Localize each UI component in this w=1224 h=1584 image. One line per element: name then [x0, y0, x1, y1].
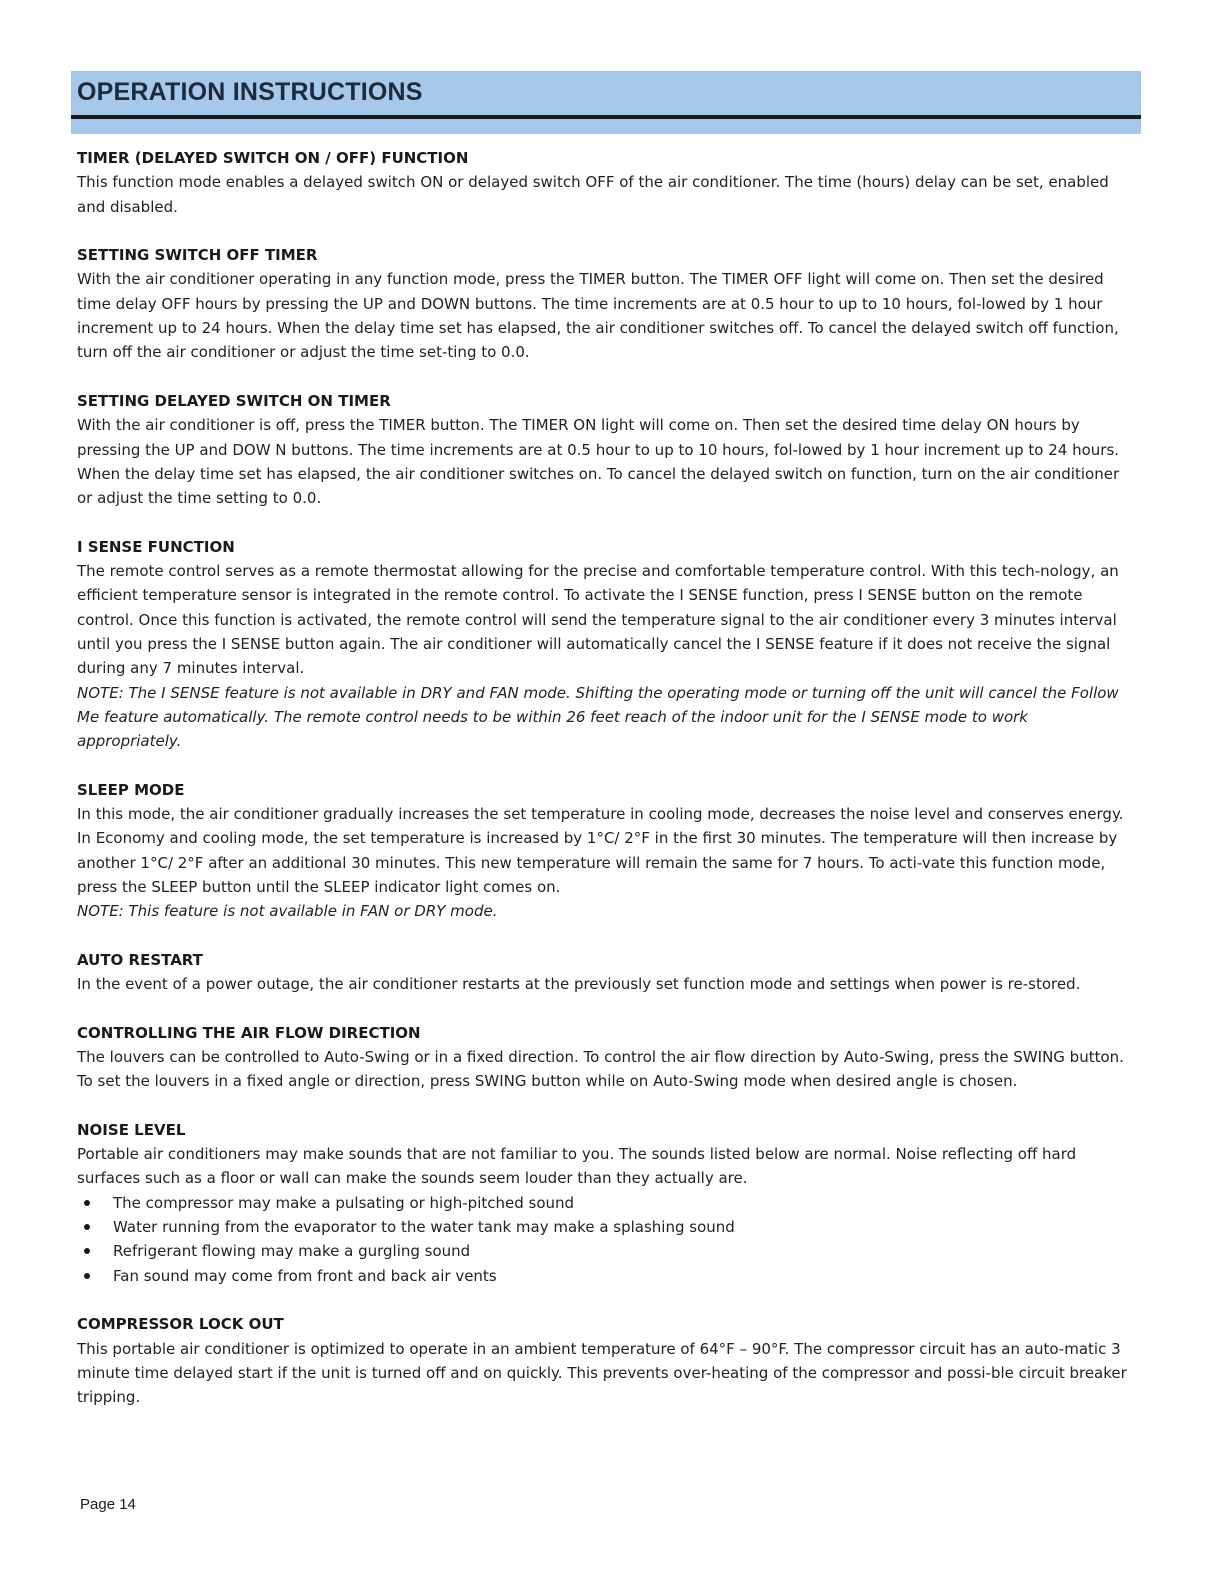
section-airflow: [77, 1021, 1137, 1094]
section-auto-restart: [77, 948, 1137, 997]
bullet-icon: [84, 1224, 90, 1230]
section-compressor: [77, 1312, 1137, 1409]
section-on-timer: [77, 389, 1137, 510]
section-heading: SETTING DELAYED SWITCH ON TIMER: [77, 391, 391, 410]
header-under-band: [71, 119, 1141, 134]
section-heading: CONTROLLING THE AIR FLOW DIRECTION: [77, 1023, 421, 1042]
section-heading: AUTO RESTART: [77, 950, 203, 969]
section-body: This function mode enables a delayed switch ON or delayed switch OFF of the air conditioner. The time (hours) delay can be set, enabled and disabled.: [77, 173, 1109, 216]
section-isense: [77, 535, 1137, 754]
bullet-icon: [84, 1273, 90, 1279]
section-timer: [77, 146, 1137, 219]
list-item: [77, 1264, 1137, 1288]
section-off-timer: [77, 243, 1137, 364]
section-heading: SETTING SWITCH OFF TIMER: [77, 246, 318, 265]
noise-bullet-list: [77, 1191, 1137, 1288]
section-note: NOTE: This feature is not available in FAN or DRY mode.: [77, 902, 498, 921]
section-heading: COMPRESSOR LOCK OUT: [77, 1315, 284, 1334]
section-heading: SLEEP MODE: [77, 780, 185, 799]
section-heading: NOISE LEVEL: [77, 1120, 186, 1139]
list-item: [77, 1239, 1137, 1263]
section-noise: [77, 1118, 1137, 1288]
list-item-text: Refrigerant flowing may make a gurgling sound: [113, 1242, 471, 1261]
section-body: In the event of a power outage, the air conditioner restarts at the previously set function mode and settings when power is re-stored.: [77, 975, 1081, 994]
section-body: Portable air conditioners may make sounds that are not familiar to you. The sounds listed below are normal. Noise reflecting off hard surfaces such as a floor or wall can make the sounds seem louder than they actually are.: [77, 1145, 1077, 1188]
page-number: Page 14: [80, 1496, 136, 1513]
section-header-band: [71, 71, 1141, 115]
section-body: The louvers can be controlled to Auto-Swing or in a fixed direction. To control the air flow direction by Auto-Swing, press the SWING button. To set the louvers in a fixed angle or direction, press SWING button while on Auto-Swing mode when desired angle is chosen.: [77, 1047, 1124, 1091]
section-body: The remote control serves as a remote thermostat allowing for the precise and comfortable temperature control. With this tech-nology, an efficient temperature sensor is integrated in the remote control. To activate the I SENSE function, press I SENSE button on the remote control. Once this function is activated, the remote control will send the temperature signal to the air conditioner every 3 minutes interval until you press the I SENSE button again. The air conditioner will automatically cancel the I SENSE feature if it does not receive the signal during any 7 minutes interval.: [77, 562, 1119, 678]
document-body: [77, 146, 1137, 1434]
bullet-icon: [84, 1248, 90, 1254]
list-item: [77, 1215, 1137, 1239]
list-item-text: Fan sound may come from front and back air vents: [113, 1266, 497, 1285]
section-body: In this mode, the air conditioner gradually increases the set temperature in cooling mode, decreases the noise level and conserves energy. In Economy and cooling mode, the set temperature is increased by 1°C/ 2°F in the first 30 minutes. The temperature will then increase by another 1°C/ 2°F after an additional 30 minutes. This new temperature will remain the same for 7 hours. To acti-vate this function mode, press the SLEEP button until the SLEEP indicator light comes on.: [77, 805, 1124, 896]
section-note: NOTE: The I SENSE feature is not available in DRY and FAN mode. Shifting the operating mode or turning off the unit will cancel the Follow Me feature automatically. The remote control needs to be within 26 feet reach of the indoor unit for the I SENSE mode to work appropriately.: [77, 683, 1119, 751]
bullet-icon: [84, 1200, 90, 1206]
section-heading: TIMER (DELAYED SWITCH ON / OFF) FUNCTION: [77, 149, 469, 167]
section-body: This portable air conditioner is optimized to operate in an ambient temperature of 64°F – 90°F. The compressor circuit has an auto-matic 3 minute time delayed start if the unit is turned off and on quickly. This prevents over-heating of the compressor and possi-ble circuit breaker tripping.: [77, 1339, 1127, 1407]
page-title: OPERATION INSTRUCTIONS: [77, 78, 423, 106]
list-item-text: Water running from the evaporator to the water tank may make a splashing sound: [113, 1218, 735, 1237]
section-body: With the air conditioner operating in any function mode, press the TIMER button. The TIMER OFF light will come on. Then set the desired time delay OFF hours by pressing the UP and DOWN buttons. The time increments are at 0.5 hour to up to 10 hours, fol-lowed by 1 hour increment up to 24 hours. When the delay time set has elapsed, the air conditioner switches off. To cancel the delayed switch off function, turn off the air conditioner or adjust the time set-ting to 0.0.: [77, 270, 1119, 362]
section-sleep: [77, 778, 1137, 924]
section-body: With the air conditioner is off, press the TIMER button. The TIMER ON light will come on. Then set the desired time delay ON hours by pressing the UP and DOW N buttons. The time increments are at 0.5 hour to up to 10 hours, fol-lowed by 1 hour increment up to 24 hours. When the delay time set has elapsed, the air conditioner switches on. To cancel the delayed switch on function, turn on the air conditioner or adjust the time setting to 0.0.: [77, 416, 1120, 508]
section-heading: I SENSE FUNCTION: [77, 537, 235, 556]
list-item: [77, 1191, 1137, 1215]
list-item-text: The compressor may make a pulsating or high-pitched sound: [113, 1193, 575, 1212]
